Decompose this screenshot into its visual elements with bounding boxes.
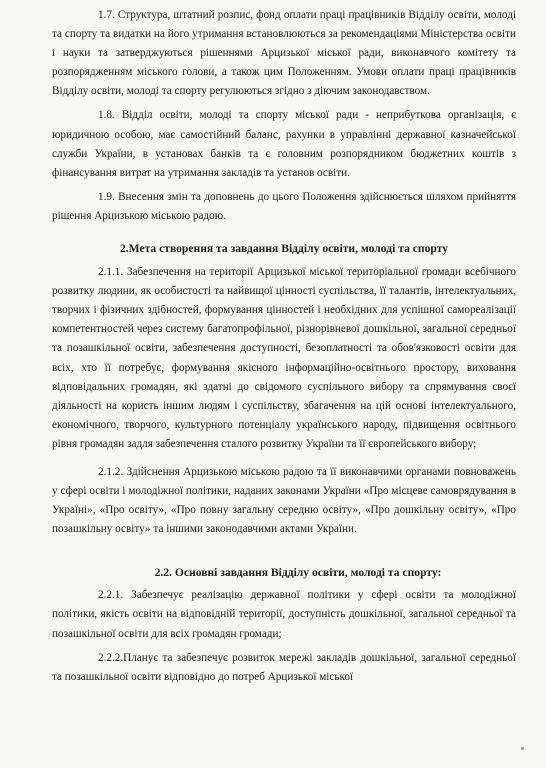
paragraph-2-1-1: 2.1.1. Забезпечення на території Арцизької міської територіальної громади всебічного розвитку людини, як особистості та найвищої цінності суспільства, її талантів, інтелектуальних, творчих і фізичних здібностей, формування цінностей і необхідних для успішної самореалізації компетентностей через систему багатопрофільної, різнорівневої дошкільної, загальної середньої та позашкільної освіти, забезпечення доступності, безоплатності та обов'язковості освіти для всіх, хто її потребує, формування якісного інформаційно-освітнього простору, виховання відповідальних громадян, які здатні до свідомого суспільного вибору та спрямування своєї діяльності на користь іншим людям і суспільству, збагачення на цій основі інтелектуального, економічного, творчого, культурного потенціалу українського народу, підвищення освітнього рівня громадян задля забезпечення сталого розвитку України та її європейського вибору; bbox=[52, 266, 516, 450]
section-2-2-heading: 2.2. Основні завдання Відділу освіти, молоді та спорту: bbox=[154, 566, 442, 580]
paragraph-2-1-2: 2.1.2. Здійснення Арцизькою міською радою та її виконавчими органами повноважень у сфері освіти і молодіжної політики, наданих законами України «Про місцеве самоврядування в Україні», «Про освіту», «Про повну загальну середню освіту», «Про дошкільну освіту», «Про позашкільну освіту» та іншими законодавчими актами України. bbox=[52, 465, 516, 536]
section-2-heading: 2.Мета створення та завдання Відділу освіти, молоді та спорту bbox=[119, 242, 449, 256]
paragraph-2-2-2: 2.2.2.Планує та забезпечує розвиток мережі закладів дошкільної, загальної середньої та позашкільної освіти відповідно до потреб Арцизької міської bbox=[52, 651, 516, 683]
paragraph-1-9: 1.9. Внесення змін та доповнень до цього Положення здійснюється шляхом прийняття рішення Арцизькою міською радою. bbox=[52, 190, 516, 222]
paragraph-1-8: 1.8. Відділ освіти, молоді та спорту міської ради - неприбуткова організація, є юридичною особою, має самостійний баланс, рахунки в управлінні державної казначейської служби України, в установах банків та є головним розпорядником бюджетних коштів з фінансування витрат на утримання закладів та установ освіти. bbox=[52, 109, 516, 179]
page-corner-mark bbox=[521, 747, 524, 750]
paragraph-1-7: 1.7. Структура, штатний розпис, фонд оплати праці працівників Відділу освіти, молоді та спорту та видатки на його утримання встановлюються за рекомендаціями Міністерства освіти і науки та затверджуються рішеннями Арцизької міської ради, виконавчого комітету та розпорядженням міського голови, а також цим Положенням. Умови оплати праці працівників Відділу освіти, молоді та спорту регулюються згідно з діючим законодавством. bbox=[52, 9, 516, 98]
paragraph-2-2-1: 2.2.1. Забезпечує реалізацію державної політики у сфері освіти та молодіжної політики, якість освіти на відповідній території, доступність дошкільної, загальної середньої та позашкільної освіти для всіх громадян громади; bbox=[52, 589, 516, 640]
